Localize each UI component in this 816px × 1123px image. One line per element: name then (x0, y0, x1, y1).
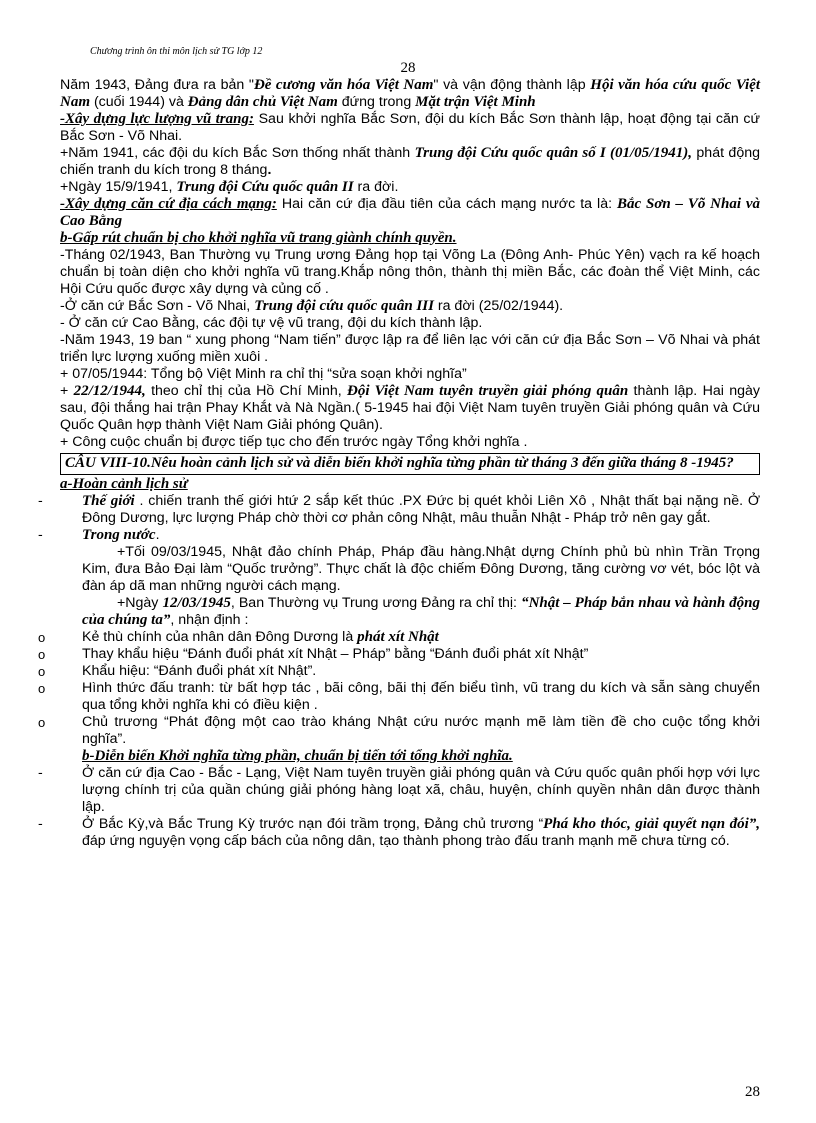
document-body (38, 77, 761, 850)
page-number-bottom: 28 (745, 1084, 760, 1100)
list-item: - Thế giới . chiến tranh thế giới htứ 2 sắp kết thúc .PX Đức bị quét khỏi Liên Xô , Nhật thất bại nặng nề. Ở Đông Dương, lực lượng Pháp chờ thời cơ phản công Nhật, mâu thuẫn Nhật - Pháp trở nên gay gắt. (38, 493, 761, 526)
paragraph: Năm 1943, Đảng đưa ra bản "Đề cương văn hóa Việt Nam" và vận động thành lập Hội văn hóa cứu quốc Việt Nam (cuối 1944) và Đảng dân chủ Việt Nam đứng trong Mặt trận Việt Minh (60, 77, 760, 110)
section-heading: b-Diễn biến Khởi nghĩa từng phần, chuẩn bị tiến tới tổng khởi nghĩa. (82, 748, 513, 764)
paragraph: -Xây dựng căn cứ địa cách mạng: Hai căn cứ địa đầu tiên của cách mạng nước ta là: Bắc Sơn – Võ Nhai và Cao Bằng (60, 196, 760, 229)
section-heading: b-Gấp rút chuẩn bị cho khởi nghĩa vũ trang giành chính quyền. (60, 230, 457, 246)
paragraph: -Tháng 02/1943, Ban Thường vụ Trung ương Đảng họp tại Võng La (Đông Anh- Phúc Yên) vạch ra kế hoạch chuẩn bị toàn diện cho khởi nghĩa vũ trang.Khắp nông thôn, thành thị miền Bắc, các đoàn thể Việt Minh, các Hội Cứu quốc được xây dựng và củng cố . (60, 247, 760, 297)
running-header: Chương trình ôn thi môn lịch sử TG lớp 12 (90, 46, 263, 57)
page-number-top: 28 (400, 60, 416, 76)
question-box: CÂU VIII-10.Nêu hoàn cảnh lịch sử và diễn biến khởi nghĩa từng phần từ tháng 3 đến giữa tháng 8 -1945? (60, 453, 760, 475)
paragraph: + 22/12/1944, theo chỉ thị của Hồ Chí Minh, Đội Việt Nam tuyên truyền giải phóng quân thành lập. Hai ngày sau, đội thắng hai trận Phay Khắt và Nà Ngần.( 5-1945 hai đội Việt Nam tuyên truyền Giải phóng quân và Cứu Quốc Quân hợp thành Việt Nam Giải phóng Quân). (60, 383, 760, 433)
list-item: o Thay khẩu hiệu “Đánh đuổi phát xít Nhật – Pháp” bằng “Đánh đuổi phát xít Nhật” (38, 646, 589, 662)
paragraph: +Ngày 12/03/1945, Ban Thường vụ Trung ương Đảng ra chỉ thị: “Nhật – Pháp bắn nhau và hành động của chúng ta”, nhận định : (82, 595, 760, 628)
paragraph: - Ở căn cứ Cao Bằng, các đội tự vệ vũ trang, đội du kích thành lập. (60, 315, 483, 331)
list-item: o Chủ trương “Phát động một cao trào kháng Nhật cứu nước mạnh mẽ làm tiền đề cho cuộc tổng khởi nghĩa”. (38, 714, 760, 747)
paragraph: + Công cuộc chuẩn bị được tiếp tục cho đến trước ngày Tổng khởi nghĩa . (60, 434, 528, 450)
paragraph: +Năm 1941, các đội du kích Bắc Sơn thống nhất thành Trung đội Cứu quốc quân số I (01/05/1941), phát động chiến tranh du kích trong 8 tháng. (60, 145, 760, 178)
list-item: - Trong nước. (38, 527, 160, 543)
list-item: - Ở Bắc Kỳ,và Bắc Trung Kỳ trước nạn đói trầm trọng, Đảng chủ trương “Phá kho thóc, giải quyết nạn đói”, đáp ứng nguyện vọng cấp bách của nông dân, tạo thành phong trào đấu tranh mạnh mẽ chưa từng có. (38, 816, 760, 849)
section-heading: a-Hoàn cảnh lịch sử (60, 476, 188, 492)
paragraph: +Tối 09/03/1945, Nhật đảo chính Pháp, Pháp đầu hàng.Nhật dựng Chính phủ bù nhìn Trần Trọng Kim, đưa Bảo Đại làm “Quốc trưởng”. Thực chất là độc chiếm Đông Dương, tăng cường vơ vét, bóc lột và đàn áp dã man những người cách mạng. (82, 544, 760, 594)
list-item: o Kẻ thù chính của nhân dân Đông Dương là phát xít Nhật (38, 629, 439, 645)
list-item: o Khẩu hiệu: “Đánh đuổi phát xít Nhật”. (38, 663, 317, 679)
paragraph: -Năm 1943, 19 ban “ xung phong “Nam tiến” được lập ra để liên lạc với căn cứ địa Bắc Sơn – Võ Nhai và phát triển lực lượng xuống miền xuôi . (60, 332, 760, 365)
list-item: - Ở căn cứ địa Cao - Bắc - Lạng, Việt Nam tuyên truyền giải phóng quân và Cứu quốc quân phối hợp với lực lượng chính trị của quần chúng giải phóng hàng loạt xã, châu, huyện, chính quyền nhân dân được thành lập. (38, 765, 760, 815)
list-item: o Hình thức đấu tranh: từ bất hợp tác , bãi công, bãi thị đến biểu tình, vũ trang du kích và sẵn sàng chuyển qua tổng khởi nghĩa khi có điều kiện . (38, 680, 760, 713)
paragraph: + 07/05/1944: Tổng bộ Việt Minh ra chỉ thị “sửa soạn khởi nghĩa” (60, 366, 467, 382)
paragraph: -Xây dựng lực lượng vũ trang: Sau khởi nghĩa Bắc Sơn, đội du kích Bắc Sơn thành lập, hoạt động tại căn cứ Bắc Sơn - Võ Nhai. (60, 111, 760, 144)
paragraph: +Ngày 15/9/1941, Trung đội Cứu quốc quân II ra đời. (60, 179, 399, 195)
paragraph: -Ở căn cứ Bắc Sơn - Võ Nhai, Trung đội cứu quốc quân III ra đời (25/02/1944). (60, 298, 564, 314)
